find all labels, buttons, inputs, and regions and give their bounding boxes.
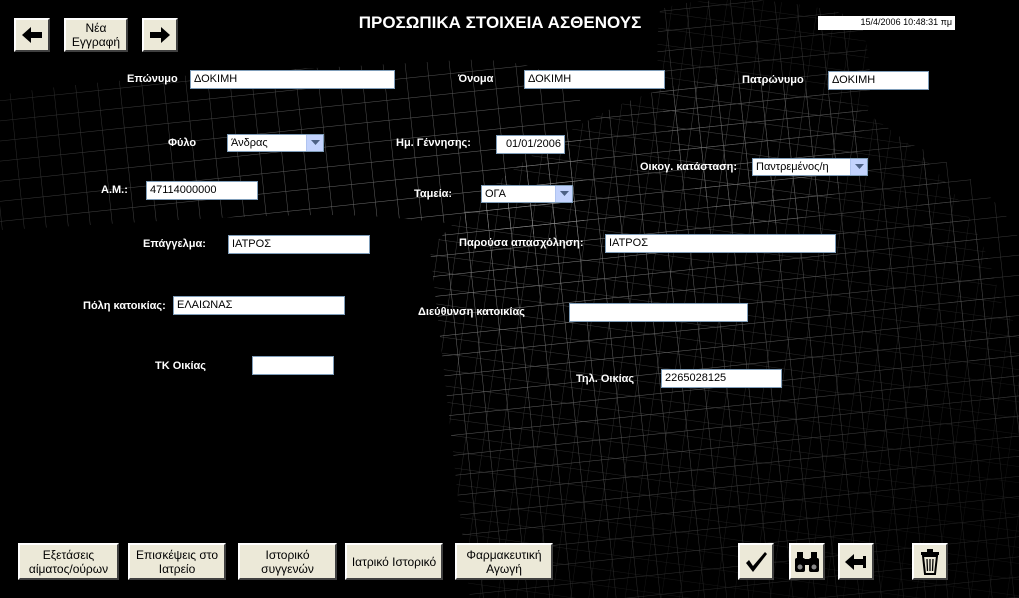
postal-code-label: ΤΚ Οικίας — [155, 360, 207, 372]
father-name-field[interactable]: ΔΟΚΙΜΗ — [828, 71, 929, 90]
fund-label: Ταμεία: — [414, 188, 453, 200]
city-label: Πόλη κατοικίας: — [83, 300, 166, 312]
medication-button[interactable]: Φαρμακευτική Αγωγή — [455, 543, 553, 580]
profession-field[interactable]: ΙΑΤΡΟΣ — [228, 235, 370, 254]
fund-value: ΟΓΑ — [485, 188, 506, 200]
am-field[interactable]: 47114000000 — [146, 181, 258, 200]
office-visits-button[interactable]: Επισκέψεις στο Ιατρείο — [128, 543, 226, 580]
marital-status-value: Παντρεμένος/η — [756, 161, 829, 173]
datetime-display: 15/4/2006 10:48:31 πμ — [818, 16, 955, 30]
birth-date-label: Ημ. Γέννησης: — [396, 137, 471, 149]
check-icon — [743, 549, 769, 575]
birth-date-field[interactable]: 01/01/2006 — [496, 135, 565, 154]
current-occupation-field[interactable]: ΙΑΤΡΟΣ — [605, 234, 836, 253]
page-title: ΠΡΟΣΩΠΙΚΑ ΣΤΟΙΧΕΙΑ ΑΣΘΕΝΟΥΣ — [358, 13, 642, 32]
name-label: Όνομα — [458, 73, 494, 85]
back-button[interactable] — [838, 543, 874, 580]
search-button[interactable] — [789, 543, 825, 580]
return-arrow-icon — [843, 551, 869, 573]
am-label: Α.Μ.: — [101, 184, 128, 196]
name-field[interactable]: ΔΟΚΙΜΗ — [524, 70, 665, 89]
medical-history-button[interactable]: Ιατρικό Ιστορικό — [345, 543, 443, 580]
delete-button[interactable] — [912, 543, 948, 580]
chevron-down-icon[interactable] — [850, 159, 867, 175]
gender-label: Φύλο — [168, 137, 197, 149]
address-label: Διεύθυνση κατοικίας — [418, 306, 525, 318]
save-button[interactable] — [738, 543, 774, 580]
trash-icon — [919, 548, 941, 576]
binoculars-icon — [793, 550, 821, 574]
right-arrow-icon — [148, 25, 172, 45]
phone-label: Τηλ. Οικίας — [576, 373, 635, 385]
new-record-button[interactable]: Νέα Εγγραφή — [64, 18, 128, 52]
gender-select[interactable] — [227, 134, 324, 152]
left-arrow-icon — [20, 25, 44, 45]
current-occupation-label: Παρούσα απασχόληση: — [459, 237, 584, 249]
gender-value: Άνδρας — [231, 137, 268, 149]
chevron-down-icon[interactable] — [555, 186, 572, 202]
father-name-label: Πατρώνυμο — [742, 74, 804, 86]
marital-status-select[interactable] — [752, 158, 868, 176]
phone-field[interactable]: 2265028125 — [661, 369, 782, 388]
profession-label: Επάγγελμα: — [143, 238, 206, 250]
marital-status-label: Οικογ. κατάσταση: — [640, 161, 738, 173]
surname-field[interactable]: ΔΟΚΙΜΗ — [190, 70, 395, 89]
family-history-button[interactable]: Ιστορικό συγγενών — [238, 543, 337, 580]
previous-record-button[interactable] — [14, 18, 50, 52]
surname-label: Επώνυμο — [127, 73, 178, 85]
city-field[interactable]: ΕΛΑΙΩΝΑΣ — [173, 296, 345, 315]
next-record-button[interactable] — [142, 18, 178, 52]
address-field[interactable] — [569, 303, 748, 322]
chevron-down-icon[interactable] — [306, 135, 323, 151]
fund-select[interactable] — [481, 185, 573, 203]
blood-tests-button[interactable]: Εξετάσεις αίματος/ούρων — [18, 543, 119, 580]
postal-code-field[interactable] — [252, 356, 334, 375]
